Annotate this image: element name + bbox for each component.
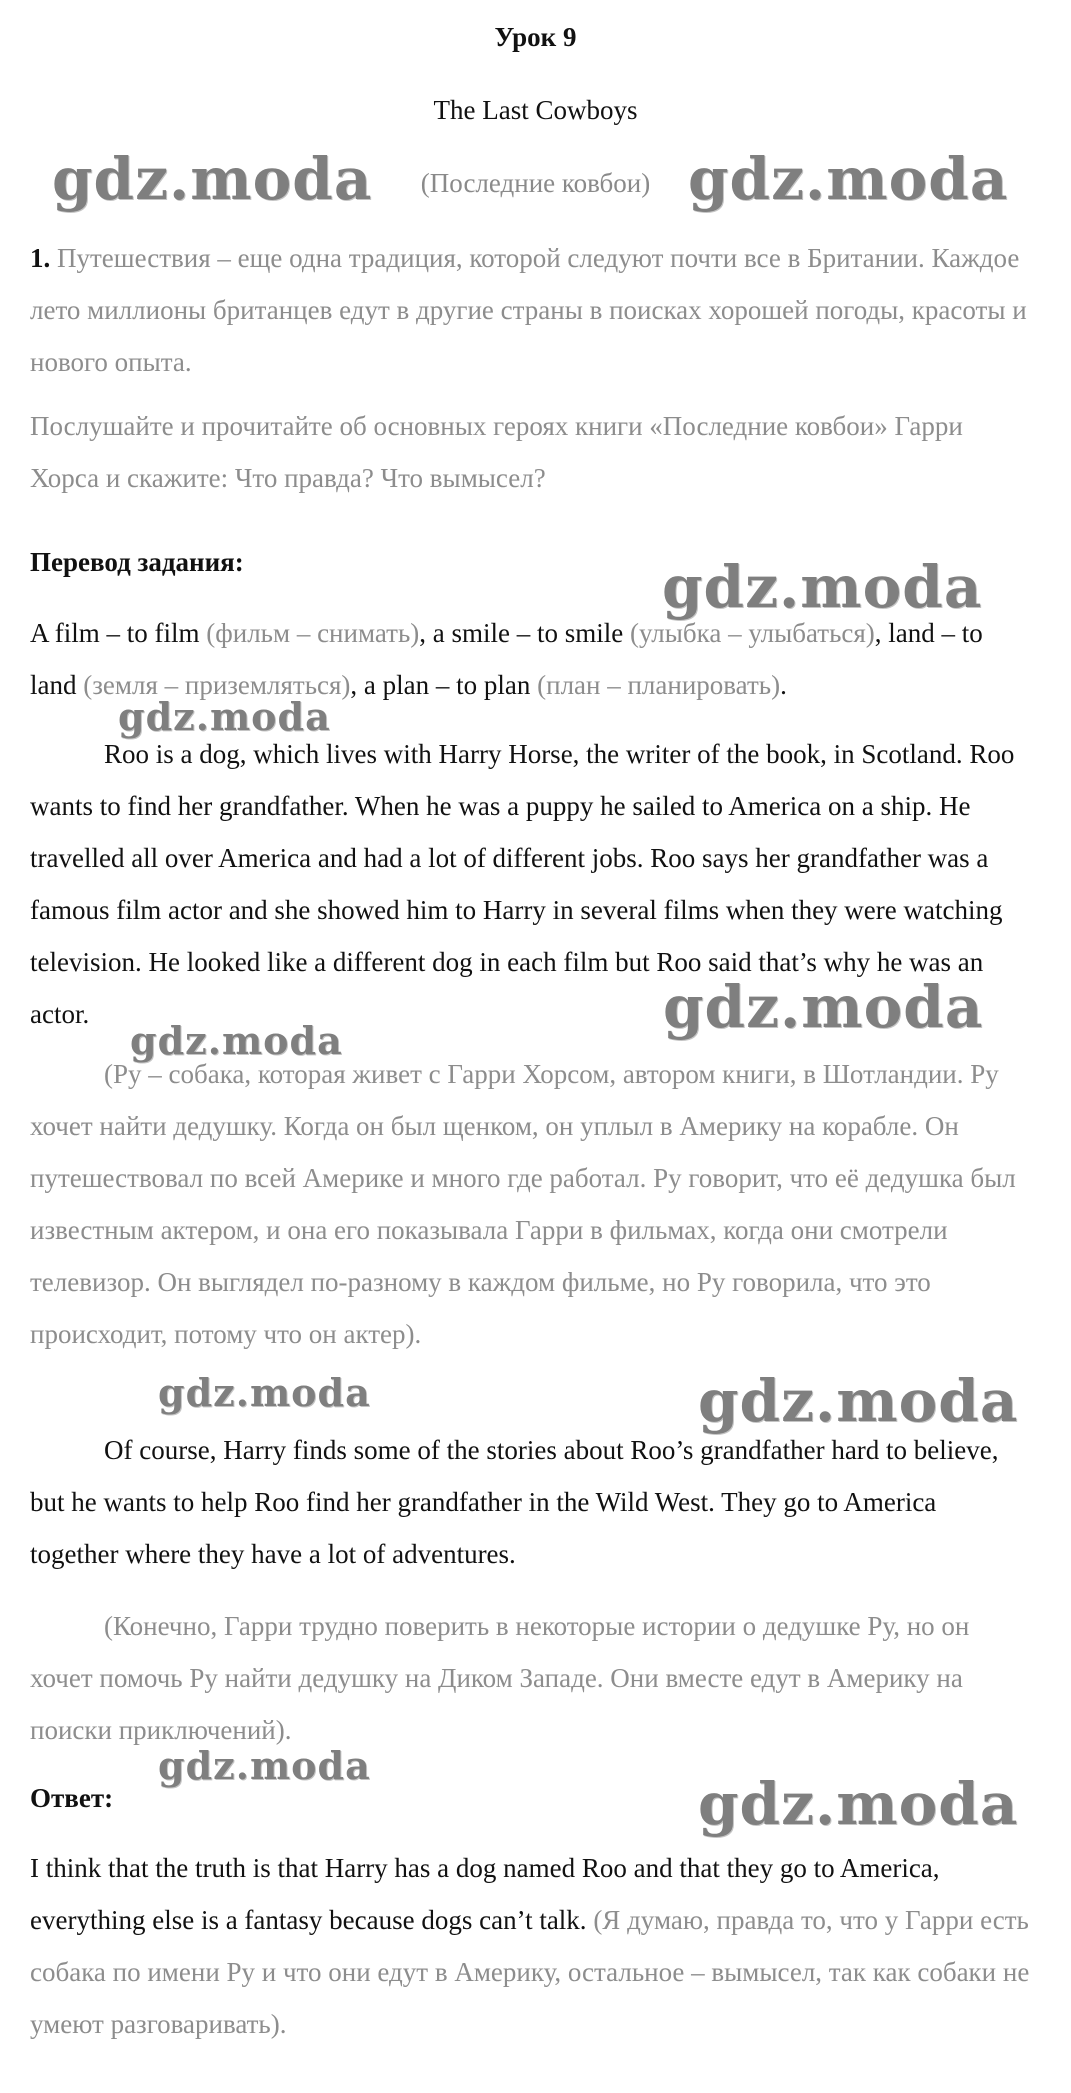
watermark: gdz.moda (698, 1367, 1019, 1435)
lesson-title: Урок 9 (494, 22, 577, 52)
watermark: gdz.moda (662, 553, 983, 621)
task-1-intro (30, 232, 1030, 388)
vocab-ru: (улыбка – улыбаться) (629, 618, 875, 648)
answer-heading: Ответ: (30, 1783, 114, 1813)
watermark: gdz.moda (698, 1770, 1019, 1838)
lesson-subtitle: The Last Cowboys (433, 95, 638, 125)
vocab-en: a plan – to plan (363, 670, 531, 700)
vocab-ru: (земля – приземляться) (83, 670, 351, 700)
answer-text-en: I think that the truth is that Harry has a dog named Roo and that they go to America, everything else is a fantasy because dogs can’t talk. (30, 1853, 940, 1935)
answer-text (30, 1842, 1030, 2050)
answer-text-ru: (Я думаю, правда то, что у Гарри есть собака по имени Ру и что они едут в Америку, остальное – вымысел, так как собаки не умеют разговаривать). (30, 1905, 1030, 2039)
watermark: gdz.moda (52, 145, 373, 213)
vocabulary-list: A film – to film (фильм – снимать), a smile – to smile (улыбка – улыбаться), land – to land (земля – приземляться), a plan – to plan (план – планировать). (30, 618, 983, 700)
story-paragraph-2: Of course, Harry finds some of the stories about Roo’s grandfather hard to believe, but he wants to help Roo find her grandfather in the Wild West. They go to America together where they have a lot of adventures. (30, 1435, 999, 1569)
vocab-en: land – to land (30, 618, 983, 700)
watermark: gdz.moda (118, 694, 331, 739)
story-paragraph-2-translation: (Конечно, Гарри трудно поверить в некоторые истории о дедушке Ру, но он хочет помочь Ру найти дедушку на Диком Западе. Они вместе едут в Америку на поиски приключений). (30, 1611, 970, 1745)
watermark: gdz.moda (688, 145, 1009, 213)
vocab-en: A film – to film (30, 618, 200, 648)
watermark: gdz.moda (158, 1743, 371, 1788)
task-number: 1. (30, 243, 51, 273)
story-paragraph-1-translation: (Ру – собака, которая живет с Гарри Хорсом, автором книги, в Шотландии. Ру хочет найти дедушку. Когда он был щенком, он уплыл в Америку на корабле. Он путешествовал по всей Америке и много где работал. Ру говорит, что её дедушка был известным актером, и она его показывала Гарри в фильмах, когда они смотрели телевизор. Он выглядел по-разному в каждом фильме, но Ру говорила, что это происходит, потому что он актер). (30, 1059, 1016, 1349)
watermark: gdz.moda (158, 1370, 371, 1415)
vocab-en: a smile – to smile (432, 618, 624, 648)
vocab-ru: (фильм – снимать) (206, 618, 420, 648)
watermark: gdz.moda (130, 1018, 343, 1063)
task-1-instruction: Послушайте и прочитайте об основных героях книги «Последние ковбои» Гарри Хорса и скажите: Что правда? Что вымысел? (30, 411, 963, 493)
watermark: gdz.moda (663, 973, 984, 1041)
story-paragraph-1: Roo is a dog, which lives with Harry Horse, the writer of the book, in Scotland. Roo wants to find her grandfather. When he was a puppy he sailed to America on a ship. He travelled all over America and had a lot of different jobs. Roo says her grandfather was a famous film actor and she showed him to Harry in several films when they were watching television. He looked like a different dog in each film but Roo said that’s why he was an actor. (30, 739, 1015, 1029)
vocab-ru: (план – планировать) (537, 670, 781, 700)
translation-heading: Перевод задания: (30, 547, 244, 577)
task-1-text: Путешествия – еще одна традиция, которой следуют почти все в Британии. Каждое лето миллионы британцев едут в другие страны в поисках хорошей погоды, красоты и нового опыта. (30, 243, 1027, 377)
lesson-subtitle-translation: (Последние ковбои) (420, 168, 651, 198)
